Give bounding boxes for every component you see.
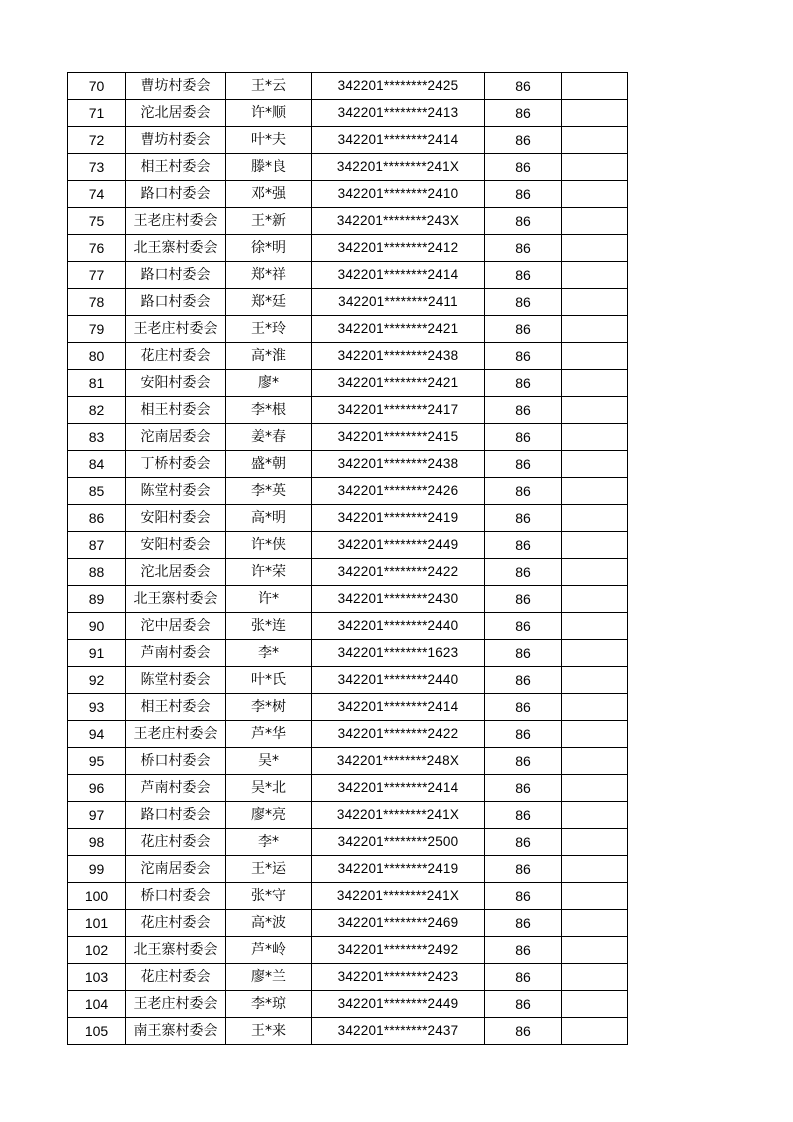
village-committee-cell: 王老庄村委会: [126, 316, 226, 343]
village-committee-cell: 相王村委会: [126, 154, 226, 181]
remark-cell: [562, 235, 628, 262]
score-cell: 86: [485, 667, 562, 694]
table-row: [68, 937, 628, 964]
village-committee-cell: 沱北居委会: [126, 100, 226, 127]
person-name-cell: 姜*春: [226, 424, 312, 451]
person-name-cell: 廖*亮: [226, 802, 312, 829]
remark-cell: [562, 73, 628, 100]
id-number-cell: 342201********2430: [312, 586, 485, 613]
remark-cell: [562, 829, 628, 856]
table-row: [68, 991, 628, 1018]
score-cell: 86: [485, 370, 562, 397]
row-number-cell: 90: [68, 613, 126, 640]
remark-cell: [562, 505, 628, 532]
table-row: [68, 370, 628, 397]
remark-cell: [562, 856, 628, 883]
table-row: [68, 910, 628, 937]
id-number-cell: 342201********2425: [312, 73, 485, 100]
id-number-cell: 342201********2419: [312, 505, 485, 532]
table-row: [68, 586, 628, 613]
remark-cell: [562, 991, 628, 1018]
score-cell: 86: [485, 856, 562, 883]
village-committee-cell: 陈堂村委会: [126, 478, 226, 505]
row-number-cell: 98: [68, 829, 126, 856]
row-number-cell: 104: [68, 991, 126, 1018]
remark-cell: [562, 721, 628, 748]
id-number-cell: 342201********248X: [312, 748, 485, 775]
remark-cell: [562, 127, 628, 154]
score-cell: 86: [485, 694, 562, 721]
score-cell: 86: [485, 559, 562, 586]
score-cell: 86: [485, 424, 562, 451]
person-name-cell: 郑*祥: [226, 262, 312, 289]
remark-cell: [562, 370, 628, 397]
id-number-cell: 342201********2414: [312, 262, 485, 289]
id-number-cell: 342201********2414: [312, 127, 485, 154]
row-number-cell: 72: [68, 127, 126, 154]
row-number-cell: 78: [68, 289, 126, 316]
village-committee-cell: 路口村委会: [126, 289, 226, 316]
village-committee-cell: 花庄村委会: [126, 910, 226, 937]
score-cell: 86: [485, 397, 562, 424]
table-row: [68, 829, 628, 856]
remark-cell: [562, 154, 628, 181]
remark-cell: [562, 289, 628, 316]
row-number-cell: 73: [68, 154, 126, 181]
person-name-cell: 王*运: [226, 856, 312, 883]
table-row: [68, 424, 628, 451]
person-name-cell: 高*波: [226, 910, 312, 937]
table-row: [68, 1018, 628, 1045]
id-number-cell: 342201********2414: [312, 694, 485, 721]
person-name-cell: 廖*兰: [226, 964, 312, 991]
row-number-cell: 92: [68, 667, 126, 694]
village-committee-cell: 王老庄村委会: [126, 208, 226, 235]
score-cell: 86: [485, 262, 562, 289]
village-committee-cell: 安阳村委会: [126, 532, 226, 559]
table-row: [68, 181, 628, 208]
row-number-cell: 102: [68, 937, 126, 964]
id-number-cell: 342201********241X: [312, 154, 485, 181]
row-number-cell: 105: [68, 1018, 126, 1045]
remark-cell: [562, 1018, 628, 1045]
score-cell: 86: [485, 748, 562, 775]
row-number-cell: 84: [68, 451, 126, 478]
village-committee-cell: 沱中居委会: [126, 613, 226, 640]
table-row: [68, 397, 628, 424]
remark-cell: [562, 181, 628, 208]
id-number-cell: 342201********2415: [312, 424, 485, 451]
id-number-cell: 342201********2426: [312, 478, 485, 505]
id-number-cell: 342201********241X: [312, 883, 485, 910]
person-name-cell: 高*明: [226, 505, 312, 532]
table-row: [68, 235, 628, 262]
remark-cell: [562, 586, 628, 613]
score-cell: 86: [485, 640, 562, 667]
score-cell: 86: [485, 73, 562, 100]
remark-cell: [562, 910, 628, 937]
village-committee-cell: 南王寨村委会: [126, 1018, 226, 1045]
table-row: [68, 883, 628, 910]
remark-cell: [562, 775, 628, 802]
remark-cell: [562, 613, 628, 640]
id-number-cell: 342201********2410: [312, 181, 485, 208]
person-name-cell: 李*: [226, 640, 312, 667]
id-number-cell: 342201********2411: [312, 289, 485, 316]
id-number-cell: 342201********2438: [312, 343, 485, 370]
remark-cell: [562, 748, 628, 775]
remark-cell: [562, 694, 628, 721]
person-name-cell: 邓*强: [226, 181, 312, 208]
person-name-cell: 李*英: [226, 478, 312, 505]
row-number-cell: 71: [68, 100, 126, 127]
person-name-cell: 李*: [226, 829, 312, 856]
score-cell: 86: [485, 964, 562, 991]
score-cell: 86: [485, 181, 562, 208]
table-row: [68, 802, 628, 829]
village-committee-cell: 沱南居委会: [126, 856, 226, 883]
village-committee-cell: 曹坊村委会: [126, 127, 226, 154]
table-row: [68, 667, 628, 694]
person-name-cell: 盛*朝: [226, 451, 312, 478]
village-committee-cell: 沱南居委会: [126, 424, 226, 451]
score-cell: 86: [485, 343, 562, 370]
remark-cell: [562, 208, 628, 235]
table-row: [68, 748, 628, 775]
row-number-cell: 100: [68, 883, 126, 910]
village-committee-cell: 安阳村委会: [126, 505, 226, 532]
row-number-cell: 81: [68, 370, 126, 397]
table-row: [68, 775, 628, 802]
row-number-cell: 76: [68, 235, 126, 262]
score-cell: 86: [485, 532, 562, 559]
score-cell: 86: [485, 235, 562, 262]
village-committee-cell: 芦南村委会: [126, 640, 226, 667]
village-committee-cell: 北王寨村委会: [126, 586, 226, 613]
village-committee-cell: 曹坊村委会: [126, 73, 226, 100]
table-row: [68, 289, 628, 316]
row-number-cell: 83: [68, 424, 126, 451]
score-cell: 86: [485, 586, 562, 613]
remark-cell: [562, 316, 628, 343]
table-row: [68, 964, 628, 991]
row-number-cell: 97: [68, 802, 126, 829]
village-committee-cell: 桥口村委会: [126, 883, 226, 910]
score-cell: 86: [485, 289, 562, 316]
score-cell: 86: [485, 721, 562, 748]
person-name-cell: 王*云: [226, 73, 312, 100]
id-number-cell: 342201********1623: [312, 640, 485, 667]
person-name-cell: 郑*廷: [226, 289, 312, 316]
row-number-cell: 101: [68, 910, 126, 937]
score-cell: 86: [485, 937, 562, 964]
person-name-cell: 芦*华: [226, 721, 312, 748]
id-number-cell: 342201********2419: [312, 856, 485, 883]
row-number-cell: 70: [68, 73, 126, 100]
person-name-cell: 李*根: [226, 397, 312, 424]
person-name-cell: 吴*: [226, 748, 312, 775]
remark-cell: [562, 262, 628, 289]
village-committee-cell: 相王村委会: [126, 397, 226, 424]
id-number-cell: 342201********2469: [312, 910, 485, 937]
table-row: [68, 73, 628, 100]
id-number-cell: 342201********2421: [312, 316, 485, 343]
table-row: [68, 100, 628, 127]
table-row: [68, 154, 628, 181]
id-number-cell: 342201********241X: [312, 802, 485, 829]
row-number-cell: 91: [68, 640, 126, 667]
row-number-cell: 79: [68, 316, 126, 343]
village-committee-cell: 路口村委会: [126, 802, 226, 829]
score-cell: 86: [485, 613, 562, 640]
person-name-cell: 许*荣: [226, 559, 312, 586]
village-committee-cell: 花庄村委会: [126, 964, 226, 991]
person-name-cell: 徐*明: [226, 235, 312, 262]
id-number-cell: 342201********2422: [312, 721, 485, 748]
table-row: [68, 208, 628, 235]
person-name-cell: 滕*良: [226, 154, 312, 181]
table-row: [68, 694, 628, 721]
village-committee-cell: 北王寨村委会: [126, 937, 226, 964]
score-cell: 86: [485, 991, 562, 1018]
row-number-cell: 85: [68, 478, 126, 505]
remark-cell: [562, 937, 628, 964]
id-number-cell: 342201********2440: [312, 613, 485, 640]
id-number-cell: 342201********2417: [312, 397, 485, 424]
remark-cell: [562, 883, 628, 910]
village-committee-cell: 王老庄村委会: [126, 991, 226, 1018]
table-row: [68, 640, 628, 667]
score-cell: 86: [485, 802, 562, 829]
id-number-cell: 342201********2412: [312, 235, 485, 262]
score-cell: 86: [485, 478, 562, 505]
table-row: [68, 559, 628, 586]
roster-table: [67, 72, 628, 1045]
village-committee-cell: 花庄村委会: [126, 829, 226, 856]
table-row: [68, 451, 628, 478]
score-cell: 86: [485, 451, 562, 478]
row-number-cell: 77: [68, 262, 126, 289]
village-committee-cell: 北王寨村委会: [126, 235, 226, 262]
person-name-cell: 叶*夫: [226, 127, 312, 154]
person-name-cell: 李*琼: [226, 991, 312, 1018]
person-name-cell: 芦*岭: [226, 937, 312, 964]
table-row: [68, 505, 628, 532]
village-committee-cell: 桥口村委会: [126, 748, 226, 775]
row-number-cell: 93: [68, 694, 126, 721]
person-name-cell: 张*连: [226, 613, 312, 640]
table-row: [68, 343, 628, 370]
village-committee-cell: 路口村委会: [126, 181, 226, 208]
id-number-cell: 342201********2449: [312, 532, 485, 559]
remark-cell: [562, 964, 628, 991]
score-cell: 86: [485, 1018, 562, 1045]
id-number-cell: 342201********2421: [312, 370, 485, 397]
row-number-cell: 99: [68, 856, 126, 883]
id-number-cell: 342201********2492: [312, 937, 485, 964]
remark-cell: [562, 667, 628, 694]
score-cell: 86: [485, 883, 562, 910]
person-name-cell: 叶*氏: [226, 667, 312, 694]
score-cell: 86: [485, 154, 562, 181]
remark-cell: [562, 451, 628, 478]
id-number-cell: 342201********2413: [312, 100, 485, 127]
person-name-cell: 许*侠: [226, 532, 312, 559]
score-cell: 86: [485, 505, 562, 532]
person-name-cell: 廖*: [226, 370, 312, 397]
score-cell: 86: [485, 208, 562, 235]
remark-cell: [562, 397, 628, 424]
row-number-cell: 82: [68, 397, 126, 424]
table-row: [68, 127, 628, 154]
village-committee-cell: 沱北居委会: [126, 559, 226, 586]
table-row: [68, 613, 628, 640]
id-number-cell: 342201********2500: [312, 829, 485, 856]
id-number-cell: 342201********243X: [312, 208, 485, 235]
row-number-cell: 96: [68, 775, 126, 802]
id-number-cell: 342201********2422: [312, 559, 485, 586]
remark-cell: [562, 424, 628, 451]
row-number-cell: 88: [68, 559, 126, 586]
table-row: [68, 316, 628, 343]
row-number-cell: 80: [68, 343, 126, 370]
row-number-cell: 94: [68, 721, 126, 748]
id-number-cell: 342201********2414: [312, 775, 485, 802]
remark-cell: [562, 478, 628, 505]
person-name-cell: 李*树: [226, 694, 312, 721]
row-number-cell: 87: [68, 532, 126, 559]
remark-cell: [562, 343, 628, 370]
roster-table-body: [68, 73, 628, 1045]
row-number-cell: 103: [68, 964, 126, 991]
row-number-cell: 74: [68, 181, 126, 208]
person-name-cell: 王*玲: [226, 316, 312, 343]
remark-cell: [562, 802, 628, 829]
remark-cell: [562, 559, 628, 586]
village-committee-cell: 路口村委会: [126, 262, 226, 289]
village-committee-cell: 安阳村委会: [126, 370, 226, 397]
person-name-cell: 王*来: [226, 1018, 312, 1045]
village-committee-cell: 陈堂村委会: [126, 667, 226, 694]
id-number-cell: 342201********2437: [312, 1018, 485, 1045]
table-row: [68, 721, 628, 748]
id-number-cell: 342201********2423: [312, 964, 485, 991]
score-cell: 86: [485, 316, 562, 343]
table-row: [68, 478, 628, 505]
id-number-cell: 342201********2440: [312, 667, 485, 694]
village-committee-cell: 王老庄村委会: [126, 721, 226, 748]
village-committee-cell: 丁桥村委会: [126, 451, 226, 478]
score-cell: 86: [485, 127, 562, 154]
row-number-cell: 86: [68, 505, 126, 532]
row-number-cell: 75: [68, 208, 126, 235]
village-committee-cell: 花庄村委会: [126, 343, 226, 370]
row-number-cell: 95: [68, 748, 126, 775]
score-cell: 86: [485, 775, 562, 802]
table-row: [68, 532, 628, 559]
table-row: [68, 262, 628, 289]
remark-cell: [562, 100, 628, 127]
person-name-cell: 高*淮: [226, 343, 312, 370]
village-committee-cell: 相王村委会: [126, 694, 226, 721]
remark-cell: [562, 532, 628, 559]
person-name-cell: 许*顺: [226, 100, 312, 127]
roster-sheet: [67, 72, 628, 1045]
score-cell: 86: [485, 829, 562, 856]
id-number-cell: 342201********2438: [312, 451, 485, 478]
person-name-cell: 张*守: [226, 883, 312, 910]
person-name-cell: 王*新: [226, 208, 312, 235]
row-number-cell: 89: [68, 586, 126, 613]
id-number-cell: 342201********2449: [312, 991, 485, 1018]
village-committee-cell: 芦南村委会: [126, 775, 226, 802]
table-row: [68, 856, 628, 883]
score-cell: 86: [485, 100, 562, 127]
remark-cell: [562, 640, 628, 667]
person-name-cell: 许*: [226, 586, 312, 613]
score-cell: 86: [485, 910, 562, 937]
person-name-cell: 吴*北: [226, 775, 312, 802]
